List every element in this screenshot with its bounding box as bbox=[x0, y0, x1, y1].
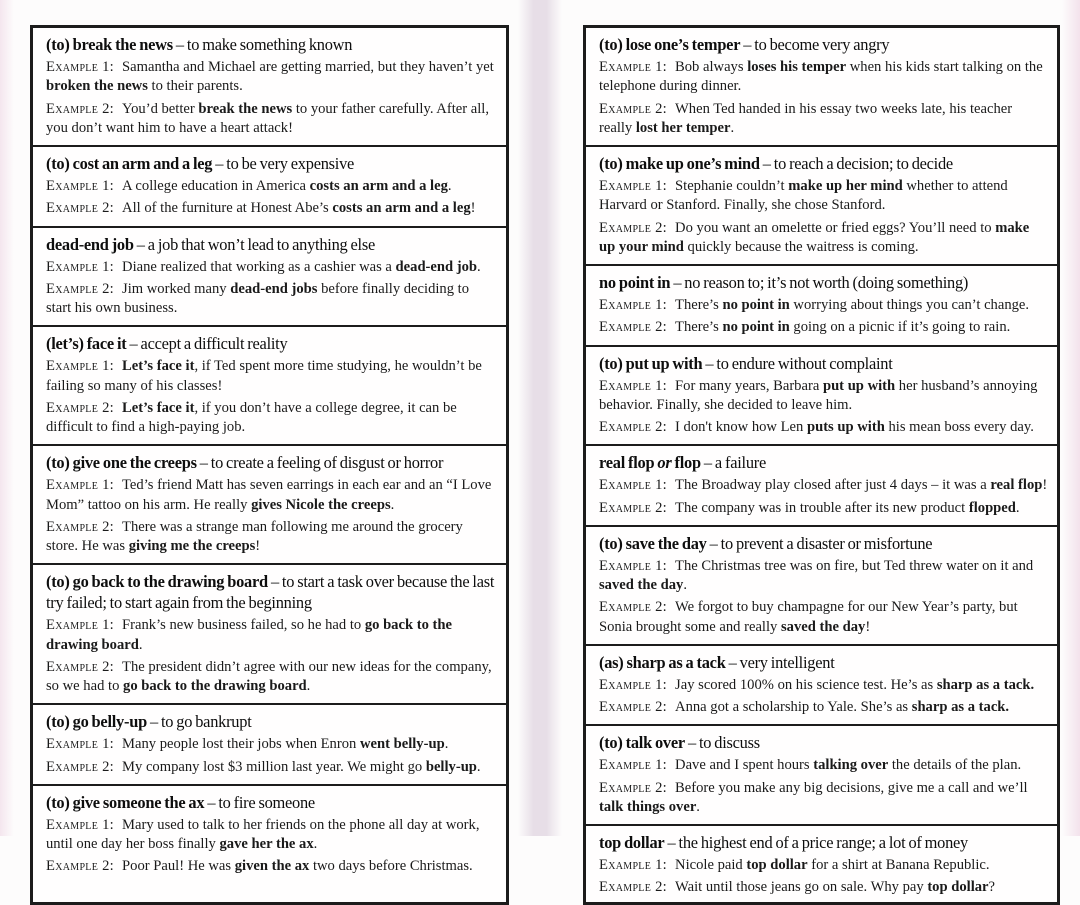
example-label: Example 1: bbox=[46, 59, 115, 75]
page-edge-left bbox=[0, 0, 14, 836]
idiom-heading bbox=[599, 452, 1048, 473]
idiom-heading bbox=[46, 452, 497, 473]
idiom-term: (to) make up one’s mind bbox=[599, 154, 760, 173]
example-line: Example 2: There’s no point in going on a picnic if it’s going to rain. bbox=[599, 319, 1011, 336]
idiom-heading bbox=[46, 333, 497, 354]
page-left bbox=[30, 25, 509, 905]
example-label: Example 2: bbox=[599, 499, 668, 516]
idiom-definition: – to go bankrupt bbox=[146, 712, 252, 732]
idiom-definition: – to reach a decision; to decide bbox=[759, 154, 953, 173]
idiom-definition: – to be very expensive bbox=[212, 154, 355, 173]
example-label: Example 1: bbox=[46, 736, 115, 753]
idiom-heading bbox=[46, 34, 497, 55]
example-label: Example 2: bbox=[46, 518, 115, 535]
idiom-entry bbox=[33, 327, 506, 446]
idiom-entry bbox=[33, 705, 506, 786]
idiom-heading bbox=[599, 832, 1048, 853]
example-label: Example 1: bbox=[599, 477, 668, 494]
example-label: Example 1: bbox=[46, 816, 115, 833]
example-label: Example 2: bbox=[599, 699, 668, 715]
idiom-definition: – the highest end of a price range; a lot of money bbox=[664, 833, 969, 852]
example-line: Example 1: There’s no point in worrying about things you can’t change. bbox=[599, 297, 1030, 313]
idiom-definition: – to fire someone bbox=[204, 792, 315, 812]
example-label: Example 2: bbox=[46, 758, 115, 775]
idiom-heading bbox=[599, 533, 1048, 554]
example-label: Example 2: bbox=[599, 219, 668, 236]
example-label: Example 1: bbox=[599, 676, 668, 693]
example-label: Example 2: bbox=[599, 100, 668, 117]
example-line: Example 1: Let’s face it, if Ted spent more time studying, he wouldn’t be failing so many of his classes! bbox=[46, 358, 482, 394]
idiom-term: top dollar bbox=[599, 833, 665, 852]
example-label: Example 2: bbox=[599, 879, 668, 896]
example-label: Example 2: bbox=[599, 319, 668, 336]
example-label: Example 1: bbox=[599, 377, 668, 394]
idiom-term: (to) go belly-up bbox=[46, 712, 147, 732]
idiom-definition: – very intelligent bbox=[725, 652, 835, 672]
idiom-entry bbox=[33, 786, 506, 884]
idiom-entry bbox=[586, 266, 1057, 347]
example-line: Example 1: Dave and I spent hours talking over the details of the plan. bbox=[599, 757, 1022, 774]
idiom-heading bbox=[46, 792, 497, 813]
idiom-definition: – to create a feeling of disgust or horror bbox=[196, 453, 444, 473]
idiom-entry bbox=[33, 228, 506, 328]
idiom-definition: – a job that won’t lead to anything else bbox=[133, 234, 375, 254]
idiom-term: no point in bbox=[599, 273, 671, 292]
idiom-term: (to) lose one’s temper bbox=[599, 35, 741, 54]
idiom-heading bbox=[599, 272, 1048, 293]
idiom-definition: – a failure bbox=[700, 453, 767, 473]
idiom-entry bbox=[33, 147, 506, 228]
example-label: Example 2: bbox=[46, 399, 115, 416]
example-line: Example 2: Wait until those jeans go on sale. Why pay top dollar? bbox=[599, 879, 996, 896]
example-line: Example 2: All of the furniture at Honest Abe’s costs an arm and a leg! bbox=[46, 200, 476, 217]
idiom-entry bbox=[586, 826, 1057, 905]
idiom-term: (to) put up with bbox=[599, 353, 703, 373]
example-label: Example 1: bbox=[599, 59, 668, 75]
idiom-entry bbox=[33, 565, 506, 705]
idiom-definition: – to prevent a disaster or misfortune bbox=[706, 533, 933, 553]
idiom-entry bbox=[586, 646, 1057, 727]
idiom-term: (to) go back to the drawing board bbox=[46, 572, 268, 592]
example-line: Example 1: Stephanie couldn’t make up her mind whether to attend Harvard or Stanford. Finally, she chose Stanford. bbox=[599, 178, 1008, 214]
example-label: Example 1: bbox=[599, 757, 668, 774]
example-line: Example 1: The Broadway play closed after just 4 days – it was a real flop! bbox=[599, 477, 1048, 494]
example-line: Example 1: Samantha and Michael are getting married, but they haven’t yet broken the news to their parents. bbox=[46, 59, 494, 95]
idiom-entry bbox=[33, 446, 506, 565]
example-line: Example 2: The company was in trouble after its new product flopped. bbox=[599, 499, 1020, 516]
idiom-entry bbox=[586, 726, 1057, 826]
page-right bbox=[583, 25, 1060, 905]
idiom-entry bbox=[586, 147, 1057, 266]
idiom-term: (to) give someone the ax bbox=[46, 792, 205, 812]
example-label: Example 1: bbox=[599, 178, 668, 194]
example-line: Example 2: Let’s face it, if you don’t have a college degree, it can be difficult to find a high-paying job. bbox=[46, 399, 457, 435]
idiom-term: (to) save the day bbox=[599, 533, 707, 553]
idiom-entry bbox=[586, 28, 1057, 147]
example-line: Example 2: When Ted handed in his essay two weeks late, his teacher really lost her temper. bbox=[599, 100, 1013, 136]
example-label: Example 1: bbox=[46, 178, 115, 194]
example-line: Example 2: I don't know how Len puts up with his mean boss every day. bbox=[599, 419, 1034, 435]
idiom-entry bbox=[586, 446, 1057, 527]
idiom-definition: – to discuss bbox=[684, 733, 760, 753]
idiom-term: (let’s) face it bbox=[46, 334, 127, 354]
example-line: Example 1: For many years, Barbara put up with her husband’s annoying behavior. Finally, she decided to leave him. bbox=[599, 377, 1038, 413]
example-line: Example 2: The president didn’t agree with our new ideas for the company, so we had to go back to the drawing board. bbox=[46, 658, 492, 694]
example-line: Example 2: Anna got a scholarship to Yale. She’s as sharp as a tack. bbox=[599, 699, 1010, 715]
example-line: Example 1: The Christmas tree was on fire, but Ted threw water on it and saved the day. bbox=[599, 557, 1034, 593]
idiom-heading bbox=[599, 732, 1048, 753]
example-label: Example 2: bbox=[46, 280, 115, 297]
book-gutter bbox=[518, 0, 562, 836]
idiom-heading bbox=[599, 652, 1048, 673]
example-line: Example 2: We forgot to buy champagne for our New Year’s party, but Sonia brought some and really saved the day! bbox=[599, 599, 1018, 635]
idiom-term: (to) talk over bbox=[599, 733, 685, 753]
idiom-definition: – accept a difficult reality bbox=[126, 334, 288, 354]
example-line: Example 2: Poor Paul! He was given the ax two days before Christmas. bbox=[46, 858, 473, 875]
idiom-term: (to) cost an arm and a leg bbox=[46, 154, 213, 173]
example-label: Example 2: bbox=[599, 779, 668, 796]
example-line: Example 1: Mary used to talk to her friends on the phone all day at work, until one day her boss finally gave her the ax. bbox=[46, 816, 480, 852]
example-line: Example 1: Nicole paid top dollar for a shirt at Banana Republic. bbox=[599, 857, 990, 873]
page-edge-right bbox=[1062, 0, 1080, 836]
example-label: Example 1: bbox=[599, 297, 668, 313]
idiom-heading bbox=[599, 353, 1048, 374]
idiom-entry bbox=[33, 28, 506, 147]
idiom-heading bbox=[599, 34, 1048, 55]
example-line: Example 2: You’d better break the news to your father carefully. After all, you don’t want him to have a heart attack! bbox=[46, 100, 489, 136]
example-label: Example 1: bbox=[46, 617, 115, 634]
example-line: Example 1: Ted’s friend Matt has seven earrings in each ear and an “I Love Mom” tattoo on his arm. He really gives Nicole the creeps. bbox=[46, 477, 492, 513]
idiom-heading bbox=[599, 153, 1048, 174]
idiom-term: (as) sharp as a tack bbox=[599, 652, 726, 672]
idiom-term: (to) break the news bbox=[46, 35, 173, 54]
example-label: Example 1: bbox=[46, 477, 115, 494]
idiom-definition: – to endure without complaint bbox=[702, 353, 893, 373]
idiom-entry bbox=[586, 527, 1057, 646]
idiom-heading bbox=[46, 234, 497, 255]
example-line: Example 2: Before you make any big decisions, give me a call and we’ll talk things over. bbox=[599, 779, 1028, 815]
example-line: Example 2: Do you want an omelette or fried eggs? You’ll need to make up your mind quickly because the waitress is coming. bbox=[599, 219, 1030, 255]
idiom-definition: – to make something known bbox=[172, 35, 353, 54]
idiom-heading bbox=[46, 571, 497, 613]
example-label: Example 1: bbox=[46, 258, 115, 275]
example-label: Example 2: bbox=[599, 599, 668, 616]
example-label: Example 2: bbox=[46, 858, 115, 875]
example-line: Example 1: Jay scored 100% on his science test. He’s as sharp as a tack. bbox=[599, 676, 1035, 693]
example-label: Example 2: bbox=[46, 658, 115, 675]
example-line: Example 1: A college education in America costs an arm and a leg. bbox=[46, 178, 452, 194]
idiom-definition: – no reason to; it’s not worth (doing something) bbox=[670, 273, 969, 292]
idiom-term: (to) give one the creeps bbox=[46, 453, 197, 473]
example-label: Example 2: bbox=[46, 200, 115, 217]
idiom-heading bbox=[46, 153, 497, 174]
example-label: Example 2: bbox=[46, 100, 115, 117]
example-label: Example 1: bbox=[599, 557, 668, 574]
example-line: Example 1: Many people lost their jobs when Enron went belly-up. bbox=[46, 736, 449, 753]
example-label: Example 1: bbox=[46, 358, 115, 375]
example-line: Example 1: Diane realized that working as a cashier was a dead-end job. bbox=[46, 258, 481, 275]
example-line: Example 2: There was a strange man following me around the grocery store. He was giving me the creeps! bbox=[46, 518, 463, 554]
idiom-term: real flop or flop bbox=[599, 453, 701, 473]
example-label: Example 2: bbox=[599, 419, 668, 435]
example-line: Example 2: My company lost $3 million last year. We might go belly-up. bbox=[46, 758, 481, 775]
idiom-heading bbox=[46, 711, 497, 732]
example-line: Example 1: Bob always loses his temper when his kids start talking on the telephone during dinner. bbox=[599, 59, 1043, 95]
example-line: Example 2: Jim worked many dead-end jobs before finally deciding to start his own business. bbox=[46, 280, 470, 316]
idiom-definition: – to become very angry bbox=[740, 35, 890, 54]
example-label: Example 1: bbox=[599, 857, 668, 873]
example-line: Example 1: Frank’s new business failed, so he had to go back to the drawing board. bbox=[46, 617, 452, 653]
idiom-term: dead-end job bbox=[46, 234, 134, 254]
idiom-definition: – to start a task over because the last try failed; to start again from the beginning bbox=[46, 572, 495, 613]
idiom-entry bbox=[586, 347, 1057, 447]
